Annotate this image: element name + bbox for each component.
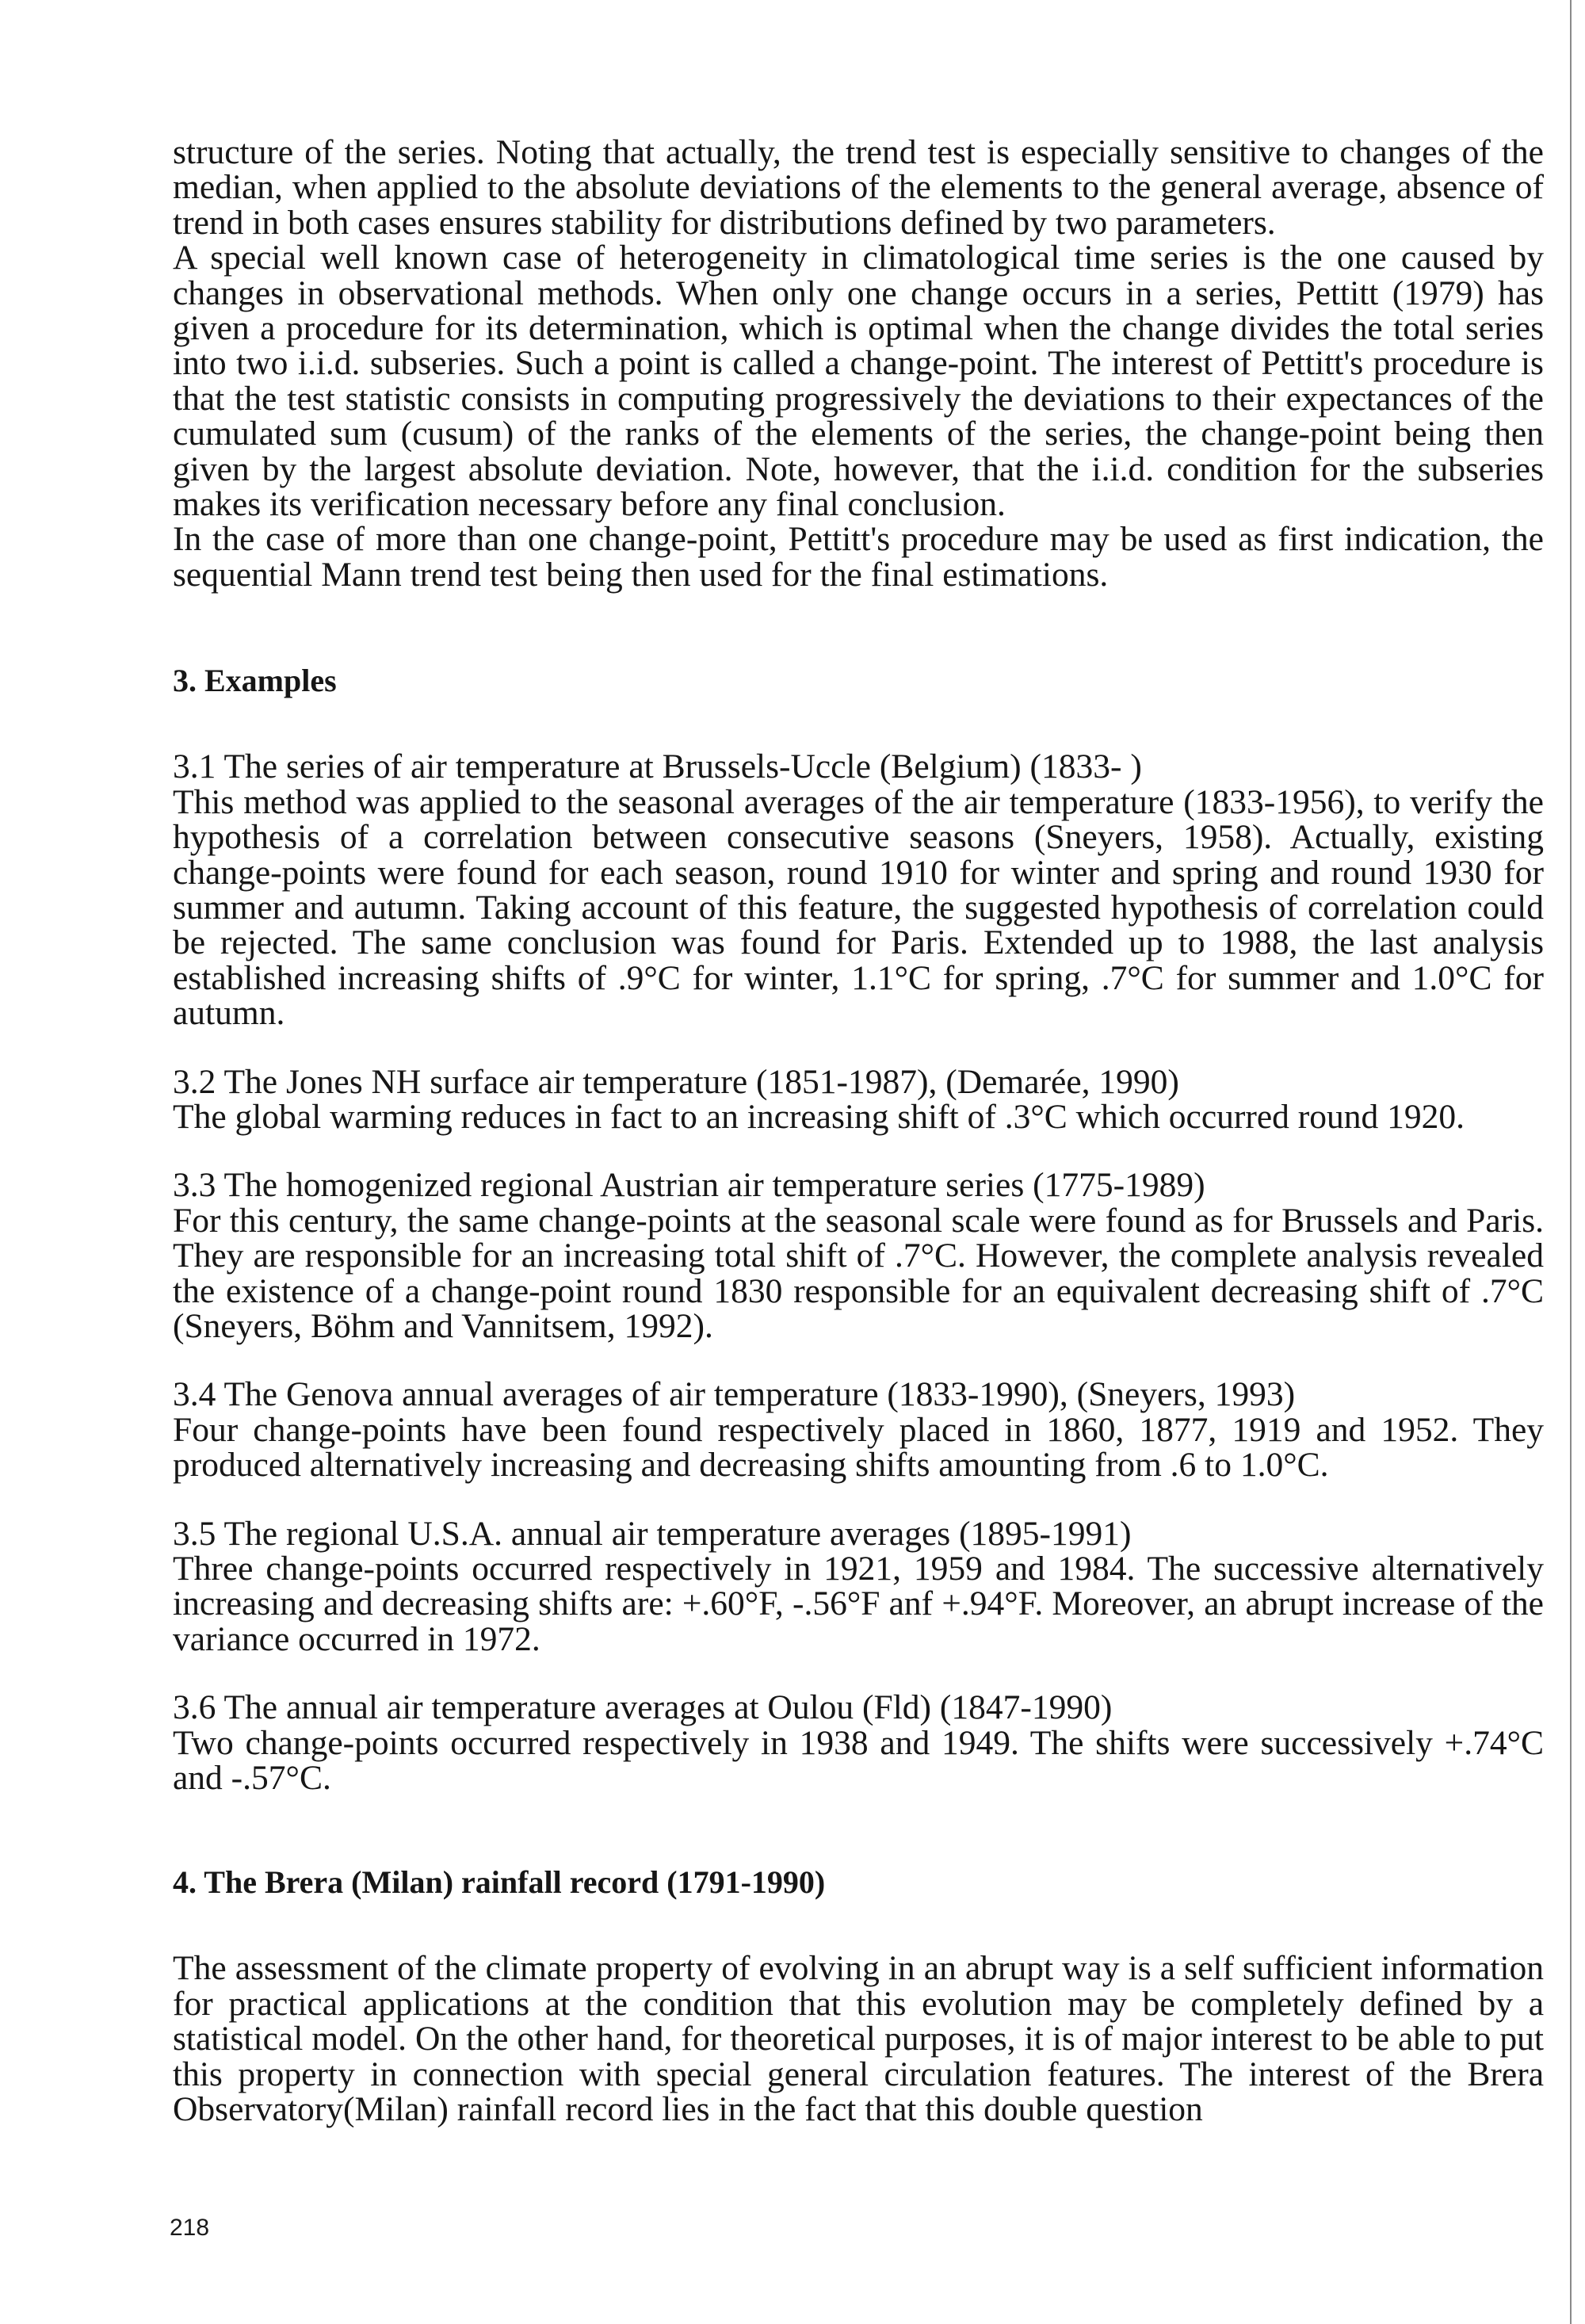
intro-paragraph-2: A special well known case of heterogeneity in climatological time series is the one caused by changes in observational methods. When only one change occurs in a series, Pettitt (1979) has given a procedure for its determination, which is optimal when the change divides the total series into two i.i.d. subseries. Such a point is called a change-point. The interest of Pettitt's procedure is that the test statistic consists in computing progressively the deviations to their expectances of the cumulated sum (cusum) of the ranks of the elements of the series, the change-point being then given by the largest absolute deviation. Note, however, that the i.i.d. condition for the subseries makes its verification necessary before any final conclusion. [173, 239, 1544, 524]
example-title: 3.2 The Jones NH surface air temperature (1851-1987), (Demarée, 1990) [173, 1062, 1179, 1101]
brera-paragraph-1: The assessment of the climate property of evolving in an abrupt way is a self sufficient information for practical applications at the condition that this evolution may be completely defined by a statistical model. On the other hand, for theoretical purposes, it is of major interest to be able to put this property in connection with special general circulation features. The interest of the Brera Observatory(Milan) rainfall record lies in the fact that this double question [173, 1949, 1544, 2129]
example-3-6 [173, 1688, 1544, 1798]
page-edge-rule [1570, 0, 1572, 2324]
example-3-2 [173, 1062, 1544, 1136]
section-heading-brera: 4. The Brera (Milan) rainfall record (1791-1990) [173, 1864, 826, 1901]
example-title: 3.5 The regional U.S.A. annual air temperature averages (1895-1991) [173, 1514, 1132, 1553]
intro-paragraph-3: In the case of more than one change-point, Pettitt's procedure may be used as first indication, the sequential Mann trend test being then used for the final estimations. [173, 520, 1544, 594]
example-body: Four change-points have been found respectively placed in 1860, 1877, 1919 and 1952. They produced alternatively increasing and decreasing shifts amounting from .6 to 1.0°C. [173, 1410, 1544, 1485]
example-title: 3.3 The homogenized regional Austrian air temperature series (1775-1989) [173, 1166, 1205, 1205]
page-number: 218 [170, 2215, 210, 2241]
example-3-3 [173, 1168, 1544, 1344]
section-heading-examples: 3. Examples [173, 663, 337, 699]
example-3-4 [173, 1375, 1544, 1485]
example-3-1 [173, 747, 1544, 1033]
example-body: This method was applied to the seasonal averages of the air temperature (1833-1956), to verify the hypothesis of a correlation between consecutive seasons (Sneyers, 1958). Actually, existing change-points were found for each season, round 1910 for winter and spring and round 1930 for summer and autumn. Taking account of this feature, the suggested hypothesis of correlation could be rejected. The same conclusion was found for Paris. Extended up to 1988, the last analysis established increasing shifts of .9°C for winter, 1.1°C for spring, .7°C for summer and 1.0°C for autumn. [173, 782, 1544, 1033]
example-body: Three change-points occurred respectively in 1921, 1959 and 1984. The successive alternatively increasing and decreasing shifts are: +.60°F, -.56°F anf +.94°F. Moreover, an abrupt increase of the variance occurred in 1972. [173, 1550, 1544, 1658]
example-title: 3.1 The series of air temperature at Brussels-Uccle (Belgium) (1833- ) [173, 747, 1142, 786]
example-body: Two change-points occurred respectively in 1938 and 1949. The shifts were successively +.74°C and -.57°C. [173, 1723, 1544, 1798]
intro-paragraph-1: structure of the series. Noting that actually, the trend test is especially sensitive to changes of the median, when applied to the absolute deviations of the elements to the general average, absence of trend in both cases ensures stability for distributions defined by two parameters. [173, 133, 1544, 242]
example-3-5 [173, 1516, 1544, 1657]
example-title: 3.4 The Genova annual averages of air temperature (1833-1990), (Sneyers, 1993) [173, 1375, 1296, 1414]
example-body: The global warming reduces in fact to an increasing shift of .3°C which occurred round 1920. [173, 1097, 1465, 1136]
page-body [173, 135, 1544, 2127]
example-body: For this century, the same change-points at the seasonal scale were found as for Brussels and Paris. They are responsible for an increasing total shift of .7°C. However, the complete analysis revealed the existence of a change-point round 1830 responsible for an equivalent decreasing shift of .7°C (Sneyers, Böhm and Vannitsem, 1992). [173, 1201, 1544, 1345]
example-title: 3.6 The annual air temperature averages at Oulou (Fld) (1847-1990) [173, 1688, 1113, 1727]
